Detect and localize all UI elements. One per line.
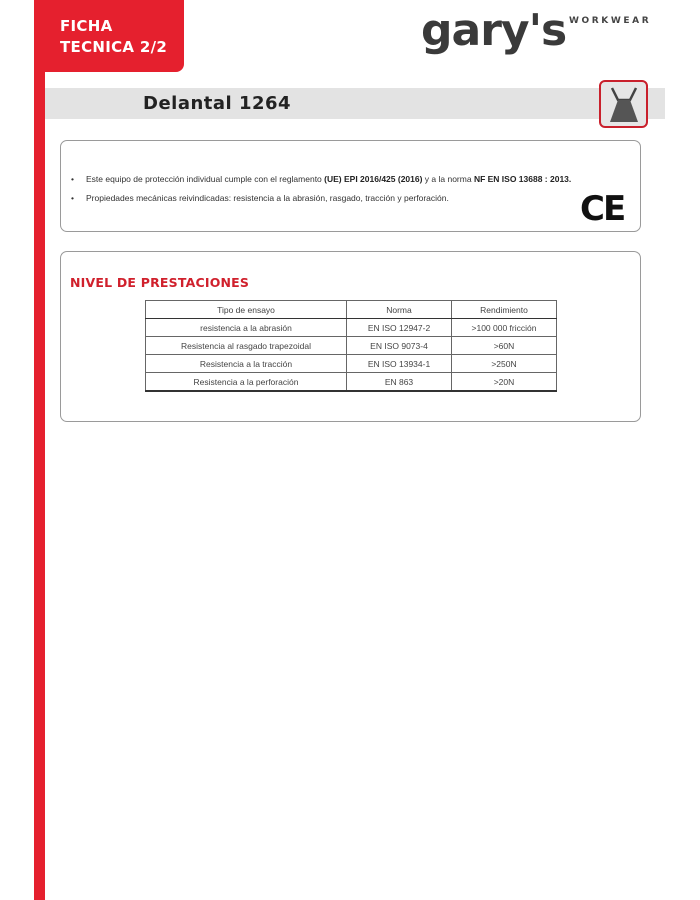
product-title: Delantal 1264 — [143, 93, 292, 114]
table-cell: EN ISO 13934-1 — [347, 355, 452, 373]
table-cell: >100 000 fricción — [452, 319, 557, 337]
brand-name: gary's — [421, 5, 567, 56]
table-cell: EN ISO 9073-4 — [347, 337, 452, 355]
compliance-item-regulation: • Este equipo de protección individual cumple con el reglamento (UE) EPI 2016/425 (2016) y a la norma NF EN ISO 13688 : 2013. — [71, 174, 572, 184]
ficha-page-label: TECNICA 2/2 — [60, 38, 168, 56]
table-row — [146, 355, 557, 373]
table-cell: EN ISO 12947-2 — [347, 319, 452, 337]
left-accent-bar — [34, 0, 45, 900]
compliance-list — [71, 174, 611, 211]
ficha-tecnica-tab — [34, 0, 184, 72]
standard-ref: NF EN ISO 13688 : 2013. — [473, 174, 572, 184]
compliance-item-properties: • Propiedades mecánicas reivindicadas: resistencia a la abrasión, rasgado, tracción y perforación. — [71, 192, 449, 203]
table-cell: Resistencia a la tracción — [146, 355, 347, 373]
brand-subtitle: WORKWEAR — [569, 16, 652, 26]
header-standard: Norma — [347, 301, 452, 319]
table-cell: Resistencia a la perforación — [146, 373, 347, 392]
table-cell: >60N — [452, 337, 557, 355]
table-cell: >250N — [452, 355, 557, 373]
table-cell: EN 863 — [347, 373, 452, 392]
compliance-panel — [60, 140, 641, 232]
table-cell: resistencia a la abrasión — [146, 319, 347, 337]
table-cell: Resistencia al rasgado trapezoidal — [146, 337, 347, 355]
table-header-row — [146, 301, 557, 319]
table-row — [146, 373, 557, 392]
ficha-label: FICHA — [60, 17, 113, 35]
table-row — [146, 337, 557, 355]
header-performance: Rendimiento — [452, 301, 557, 319]
table-row — [146, 319, 557, 337]
apron-icon — [599, 80, 648, 128]
section-title: NIVEL DE PRESTACIONES — [70, 275, 250, 290]
performance-panel — [60, 251, 641, 422]
performance-table — [145, 300, 557, 392]
regulation-ref: (UE) EPI 2016/425 (2016) — [324, 174, 423, 184]
ce-mark: CE — [580, 189, 625, 229]
title-band — [45, 88, 665, 119]
table-cell: >20N — [452, 373, 557, 392]
header-test-type: Tipo de ensayo — [146, 301, 347, 319]
